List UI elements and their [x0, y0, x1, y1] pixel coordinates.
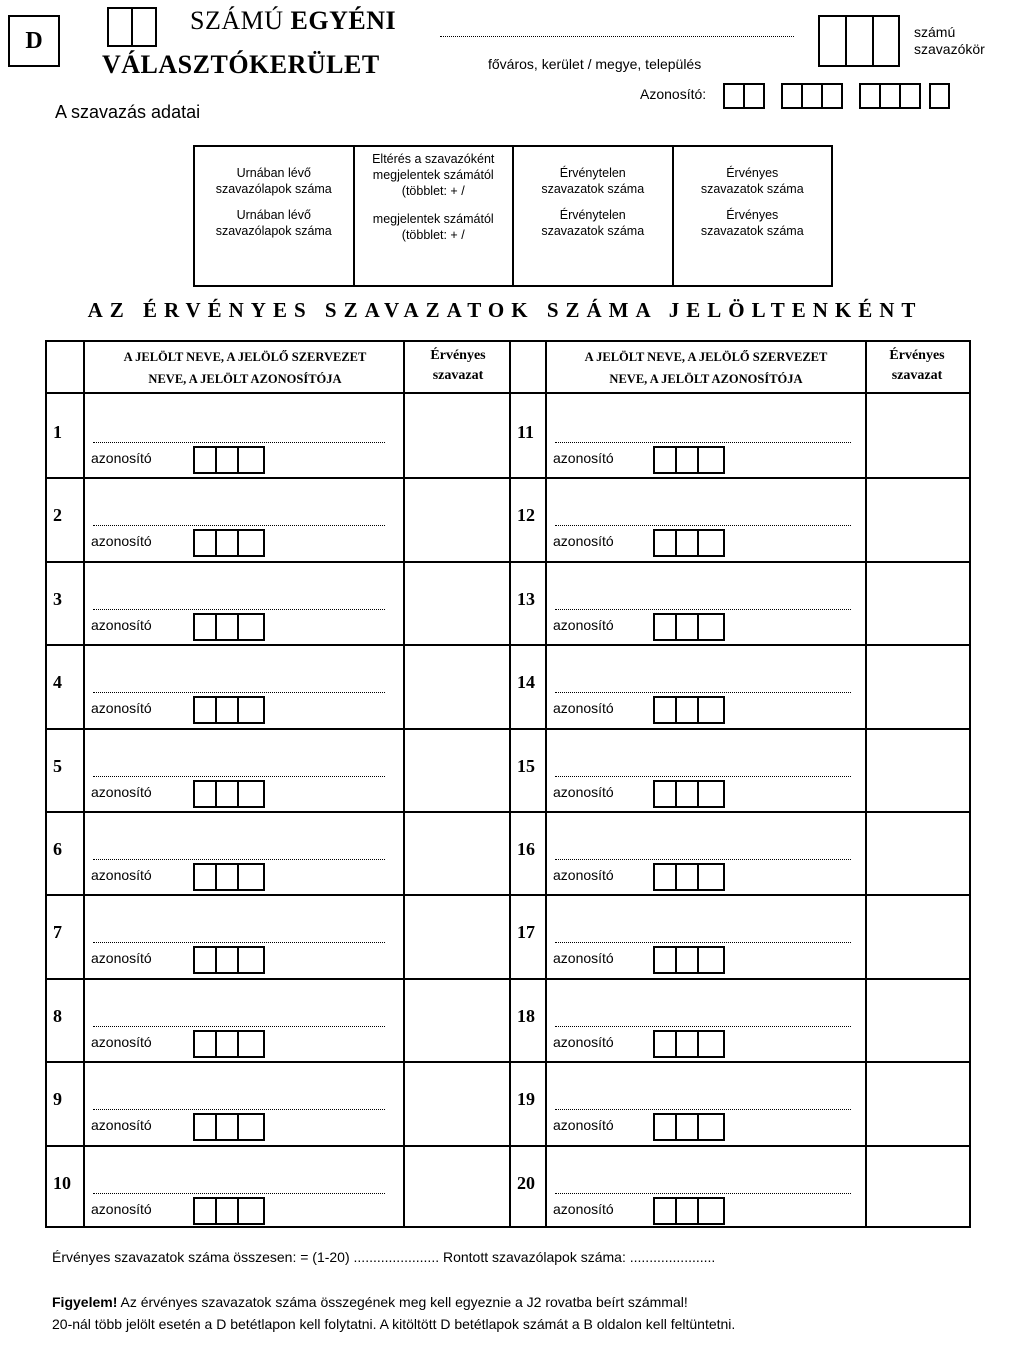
- precinct-label-line1: számú: [914, 24, 956, 40]
- summary-col3-line2-repeat: szavazatok száma: [541, 224, 645, 238]
- id-digit-cell[interactable]: [195, 1115, 217, 1139]
- id-label: Azonosító:: [640, 86, 707, 102]
- left-name-column-header: [85, 342, 405, 394]
- right-candidate-id-field[interactable]: [653, 696, 725, 724]
- left-candidate-id-field[interactable]: [193, 1197, 265, 1225]
- total-line: Érvényes szavazatok száma összesen: = (1-20) ...................... Rontott szavazólapok száma: ......................: [52, 1249, 716, 1265]
- left-id-label: azonosító: [91, 783, 152, 800]
- id-digit-cell[interactable]: [217, 782, 239, 806]
- summary-valid-votes[interactable]: [674, 147, 832, 285]
- right-row-number: 12: [517, 505, 535, 526]
- id-digit-cell[interactable]: [239, 1032, 261, 1056]
- left-candidate-id-field[interactable]: [193, 529, 265, 557]
- left-row-number: 5: [53, 755, 62, 776]
- right-id-label: azonosító: [553, 616, 614, 633]
- summary-col4-line2: szavazatok száma: [700, 182, 804, 196]
- summary-col1-line1: Urnában lévő: [236, 166, 311, 180]
- id-digit-cell[interactable]: [655, 1115, 677, 1139]
- right-candidate-id-field[interactable]: [653, 1113, 725, 1141]
- form-title-line1: [190, 6, 396, 36]
- id-digit-cell[interactable]: [677, 615, 699, 639]
- id-digit-cell[interactable]: [195, 698, 217, 722]
- left-candidate-id-field[interactable]: [193, 446, 265, 474]
- title-szamu: SZÁMÚ: [190, 6, 284, 35]
- right-id-label: azonosító: [553, 1200, 614, 1217]
- right-id-label: azonosító: [553, 700, 614, 717]
- right-vote-count-field[interactable]: [867, 477, 969, 560]
- summary-col2-line3: (többlet: + /: [401, 184, 465, 198]
- right-name-column-header: [547, 342, 865, 394]
- form-title-line2: VÁLASZTÓKERÜLET: [102, 50, 380, 79]
- id-digit-cell[interactable]: [655, 448, 677, 472]
- id-digit-cell[interactable]: [699, 1199, 721, 1223]
- right-candidate-name-field[interactable]: [555, 609, 851, 610]
- summary-col3-line1-repeat: Érvénytelen: [559, 208, 626, 222]
- summary-col4-line1: Érvényes: [726, 166, 779, 180]
- right-number-column-header: [511, 342, 547, 394]
- right-vote-count-field[interactable]: [867, 644, 969, 727]
- right-vote-count-field[interactable]: [867, 978, 969, 1061]
- left-row-number: 2: [53, 505, 62, 526]
- divider-right-number: [545, 342, 547, 1226]
- left-name-header-line1: A JELÖLT NEVE, A JELÖLŐ SZERVEZET: [123, 350, 367, 364]
- left-candidate-name-field[interactable]: [93, 776, 385, 777]
- right-candidate-name-field[interactable]: [555, 1193, 851, 1194]
- warning-line: [52, 1294, 688, 1310]
- right-row-number: 15: [517, 755, 535, 776]
- summary-col3-line1: Érvénytelen: [559, 166, 626, 180]
- section-label: A szavazás adatai: [55, 102, 201, 122]
- right-vote-count-field[interactable]: [867, 811, 969, 894]
- left-candidate-id-field[interactable]: [193, 946, 265, 974]
- summary-col2-line2-repeat: megjelentek számától: [372, 212, 494, 226]
- warning-text: Az érvényes szavazatok száma összegének meg kell egyeznie a J2 rovatba beírt számmal!: [117, 1294, 688, 1310]
- id-digit-cell[interactable]: [217, 1032, 239, 1056]
- id-digit-cell[interactable]: [217, 1199, 239, 1223]
- divider-left-number: [83, 342, 85, 1226]
- id-digit-cell[interactable]: [655, 1032, 677, 1056]
- left-candidate-id-field[interactable]: [193, 1030, 265, 1058]
- id-digit-cell[interactable]: [239, 448, 261, 472]
- summary-col1-line2: szavazólapok száma: [215, 182, 332, 196]
- id-digit-cell[interactable]: [217, 948, 239, 972]
- id-digit-cell[interactable]: [655, 948, 677, 972]
- summary-ballots-in-urn[interactable]: [195, 147, 355, 285]
- left-id-label: azonosító: [91, 867, 152, 883]
- id-digit-cell[interactable]: [699, 948, 721, 972]
- id-digit-cell[interactable]: [699, 615, 721, 639]
- right-id-label: azonosító: [553, 950, 614, 967]
- left-candidate-name-field[interactable]: [93, 525, 385, 526]
- id-field-group1[interactable]: [723, 83, 765, 109]
- id-digit-cell[interactable]: [217, 698, 239, 722]
- id-field-group4[interactable]: [929, 83, 950, 109]
- summary-col4-line2-repeat: szavazatok száma: [700, 224, 804, 238]
- left-vote-header-line2: szavazat: [432, 368, 484, 383]
- id-digit-cell[interactable]: [699, 698, 721, 722]
- right-candidate-id-field[interactable]: [653, 529, 725, 557]
- id-digit-cell[interactable]: [195, 615, 217, 639]
- right-id-label: azonosító: [553, 1117, 614, 1134]
- left-vote-count-field[interactable]: [405, 1061, 509, 1144]
- id-digit-cell[interactable]: [195, 782, 217, 806]
- left-row-number: 6: [53, 839, 62, 859]
- right-candidate-name-field[interactable]: [555, 1026, 851, 1027]
- left-candidate-name-field[interactable]: [93, 942, 385, 943]
- candidate-votes-table: [45, 340, 971, 1228]
- right-candidate-name-field[interactable]: [555, 776, 851, 777]
- right-id-label: azonosító: [553, 783, 614, 800]
- id-digit-cell[interactable]: [239, 698, 261, 722]
- left-id-label: azonosító: [91, 1200, 152, 1217]
- left-vote-header-line1: Érvényes: [430, 348, 486, 363]
- right-candidate-id-field[interactable]: [653, 780, 725, 808]
- right-name-header-line1: A JELÖLT NEVE, A JELÖLŐ SZERVEZET: [584, 350, 828, 364]
- left-vote-count-field[interactable]: [405, 644, 509, 727]
- right-id-label: azonosító: [553, 867, 614, 883]
- id-digit-cell[interactable]: [239, 948, 261, 972]
- right-candidate-name-field[interactable]: [555, 692, 851, 693]
- id-digit-cell[interactable]: [655, 698, 677, 722]
- left-candidate-name-field[interactable]: [93, 609, 385, 610]
- left-vote-count-field[interactable]: [405, 477, 509, 560]
- left-id-label: azonosító: [91, 700, 152, 717]
- summary-col2-line2: megjelentek számától: [372, 168, 494, 182]
- id-digit-cell[interactable]: [699, 782, 721, 806]
- right-row-number: 13: [517, 588, 535, 609]
- right-candidate-id-field[interactable]: [653, 863, 725, 891]
- id-digit-cell[interactable]: [677, 948, 699, 972]
- left-id-label: azonosító: [91, 950, 152, 967]
- right-candidate-name-field[interactable]: [555, 1109, 851, 1110]
- left-candidate-name-field[interactable]: [93, 1026, 385, 1027]
- right-candidate-id-field[interactable]: [653, 946, 725, 974]
- right-vote-count-field[interactable]: [867, 394, 969, 477]
- left-vote-count-field[interactable]: [405, 978, 509, 1061]
- left-vote-count-field[interactable]: [405, 811, 509, 894]
- id-digit-cell[interactable]: [677, 448, 699, 472]
- left-vote-count-field[interactable]: [405, 561, 509, 644]
- id-digit-cell[interactable]: [655, 615, 677, 639]
- divider-center: [509, 342, 511, 1226]
- right-vote-column-header: [865, 342, 969, 394]
- summary-col2-line3-repeat: (többlet: + /: [401, 228, 465, 242]
- right-vote-count-field[interactable]: [867, 1061, 969, 1144]
- left-id-label: azonosító: [91, 1033, 152, 1050]
- left-row-number: 8: [53, 1005, 62, 1026]
- right-row-number: 18: [517, 1005, 535, 1026]
- left-candidate-name-field[interactable]: [93, 1109, 385, 1110]
- id-digit-cell[interactable]: [655, 1199, 677, 1223]
- id-digit-cell[interactable]: [699, 531, 721, 555]
- id-digit-cell[interactable]: [217, 865, 239, 889]
- id-digit-cell[interactable]: [217, 448, 239, 472]
- left-row-number: 7: [53, 922, 62, 943]
- warning-label: Figyelem!: [52, 1294, 118, 1310]
- id-digit-cell[interactable]: [239, 1199, 261, 1223]
- location-caption: főváros, kerület / megye, település: [488, 56, 702, 72]
- id-field-group2[interactable]: [781, 83, 843, 109]
- summary-col1-line1-repeat: Urnában lévő: [236, 208, 311, 222]
- left-candidate-id-field[interactable]: [193, 780, 265, 808]
- left-candidate-name-field[interactable]: [93, 859, 385, 860]
- id-digit-cell[interactable]: [699, 448, 721, 472]
- id-digit-cell[interactable]: [699, 865, 721, 889]
- right-id-label: azonosító: [553, 450, 614, 466]
- form-letter-box: [8, 15, 60, 67]
- right-vote-header-line1: Érvényes: [889, 348, 945, 363]
- left-candidate-id-field[interactable]: [193, 696, 265, 724]
- right-name-header-line2: NEVE, A JELÖLT AZONOSÍTÓJA: [609, 372, 803, 386]
- id-digit-cell[interactable]: [655, 531, 677, 555]
- id-digit-cell[interactable]: [195, 1032, 217, 1056]
- right-row-number: 16: [517, 839, 535, 859]
- right-row-number: 14: [517, 672, 535, 693]
- right-row-number: 19: [517, 1089, 535, 1110]
- id-digit-cell[interactable]: [677, 698, 699, 722]
- id-digit-cell[interactable]: [195, 448, 217, 472]
- right-vote-header-line2: szavazat: [891, 368, 943, 383]
- id-digit-cell[interactable]: [677, 1115, 699, 1139]
- id-digit-cell[interactable]: [217, 1115, 239, 1139]
- left-candidate-name-field[interactable]: [93, 442, 385, 443]
- right-vote-count-field[interactable]: [867, 728, 969, 811]
- left-vote-count-field[interactable]: [405, 894, 509, 977]
- left-row-number: 10: [53, 1172, 71, 1193]
- right-vote-count-field[interactable]: [867, 894, 969, 977]
- id-digit-cell[interactable]: [655, 865, 677, 889]
- continuation-note: 20-nál több jelölt esetén a D betétlapon kell folytatni. A kitöltött D betétlapok számát a B oldalon kell feltüntetni.: [52, 1316, 736, 1332]
- form-letter: D: [25, 27, 43, 54]
- id-digit-cell[interactable]: [195, 865, 217, 889]
- summary-col2-line1: Eltérés a szavazóként: [372, 152, 495, 166]
- right-candidate-id-field[interactable]: [653, 613, 725, 641]
- id-digit-cell[interactable]: [655, 782, 677, 806]
- left-candidate-id-field[interactable]: [193, 613, 265, 641]
- summary-col4-line1-repeat: Érvényes: [726, 208, 779, 222]
- left-candidate-name-field[interactable]: [93, 1193, 385, 1194]
- left-vote-count-field[interactable]: [405, 728, 509, 811]
- left-id-label: azonosító: [91, 450, 152, 466]
- summary-difference[interactable]: [355, 147, 515, 285]
- right-candidate-id-field[interactable]: [653, 446, 725, 474]
- right-candidate-id-field[interactable]: [653, 1197, 725, 1225]
- right-candidate-name-field[interactable]: [555, 525, 851, 526]
- id-digit-cell[interactable]: [677, 782, 699, 806]
- id-digit-cell[interactable]: [239, 1115, 261, 1139]
- precinct-label-line2: szavazókör: [914, 41, 985, 57]
- id-digit-cell[interactable]: [217, 531, 239, 555]
- precinct-number-field[interactable]: [818, 15, 900, 67]
- id-digit-cell[interactable]: [195, 1199, 217, 1223]
- left-id-label: azonosító: [91, 1117, 152, 1134]
- left-row-number: 1: [53, 422, 62, 442]
- id-digit-cell[interactable]: [239, 782, 261, 806]
- right-candidate-name-field[interactable]: [555, 942, 851, 943]
- right-row-number: 20: [517, 1172, 535, 1193]
- left-id-label: azonosító: [91, 616, 152, 633]
- id-digit-cell[interactable]: [239, 615, 261, 639]
- title-egyeni: EGYÉNI: [290, 6, 397, 35]
- id-digit-cell[interactable]: [195, 948, 217, 972]
- vote-summary-box: [193, 145, 833, 287]
- left-vote-count-field[interactable]: [405, 1145, 509, 1228]
- id-digit-cell[interactable]: [677, 531, 699, 555]
- left-row-number: 4: [53, 672, 62, 693]
- precinct-label: [914, 24, 985, 58]
- right-id-label: azonosító: [553, 1033, 614, 1050]
- id-digit-cell[interactable]: [239, 531, 261, 555]
- summary-invalid-votes[interactable]: [514, 147, 674, 285]
- left-id-label: azonosító: [91, 533, 152, 550]
- left-candidate-name-field[interactable]: [93, 692, 385, 693]
- summary-col1-line2-repeat: szavazólapok száma: [215, 224, 332, 238]
- id-digit-cell[interactable]: [217, 615, 239, 639]
- id-digit-cell[interactable]: [677, 1032, 699, 1056]
- left-name-header-line2: NEVE, A JELÖLT AZONOSÍTÓJA: [148, 372, 342, 386]
- left-candidate-id-field[interactable]: [193, 1113, 265, 1141]
- id-field-group3[interactable]: [859, 83, 921, 109]
- votes-per-candidate-heading: AZ ÉRVÉNYES SZAVAZATOK SZÁMA JELÖLTENKÉNT: [87, 298, 923, 322]
- left-candidate-id-field[interactable]: [193, 863, 265, 891]
- left-number-column-header: [47, 342, 85, 394]
- id-digit-cell[interactable]: [699, 1032, 721, 1056]
- right-row-number: 17: [517, 922, 535, 943]
- summary-col3-line2: szavazatok száma: [541, 182, 645, 196]
- left-row-number: 9: [53, 1089, 62, 1110]
- right-vote-count-field[interactable]: [867, 561, 969, 644]
- left-row-number: 3: [53, 588, 62, 609]
- location-field[interactable]: [440, 36, 794, 37]
- right-candidate-name-field[interactable]: [555, 442, 851, 443]
- district-number-field[interactable]: [107, 7, 157, 47]
- right-row-number: 11: [517, 422, 535, 442]
- left-vote-count-field[interactable]: [405, 394, 509, 477]
- right-candidate-name-field[interactable]: [555, 859, 851, 860]
- right-vote-count-field[interactable]: [867, 1145, 969, 1228]
- id-digit-cell[interactable]: [699, 1115, 721, 1139]
- id-digit-cell[interactable]: [239, 865, 261, 889]
- id-digit-cell[interactable]: [677, 1199, 699, 1223]
- left-vote-column-header: [405, 342, 511, 394]
- id-digit-cell[interactable]: [677, 865, 699, 889]
- right-id-label: azonosító: [553, 533, 614, 550]
- right-candidate-id-field[interactable]: [653, 1030, 725, 1058]
- id-digit-cell[interactable]: [195, 531, 217, 555]
